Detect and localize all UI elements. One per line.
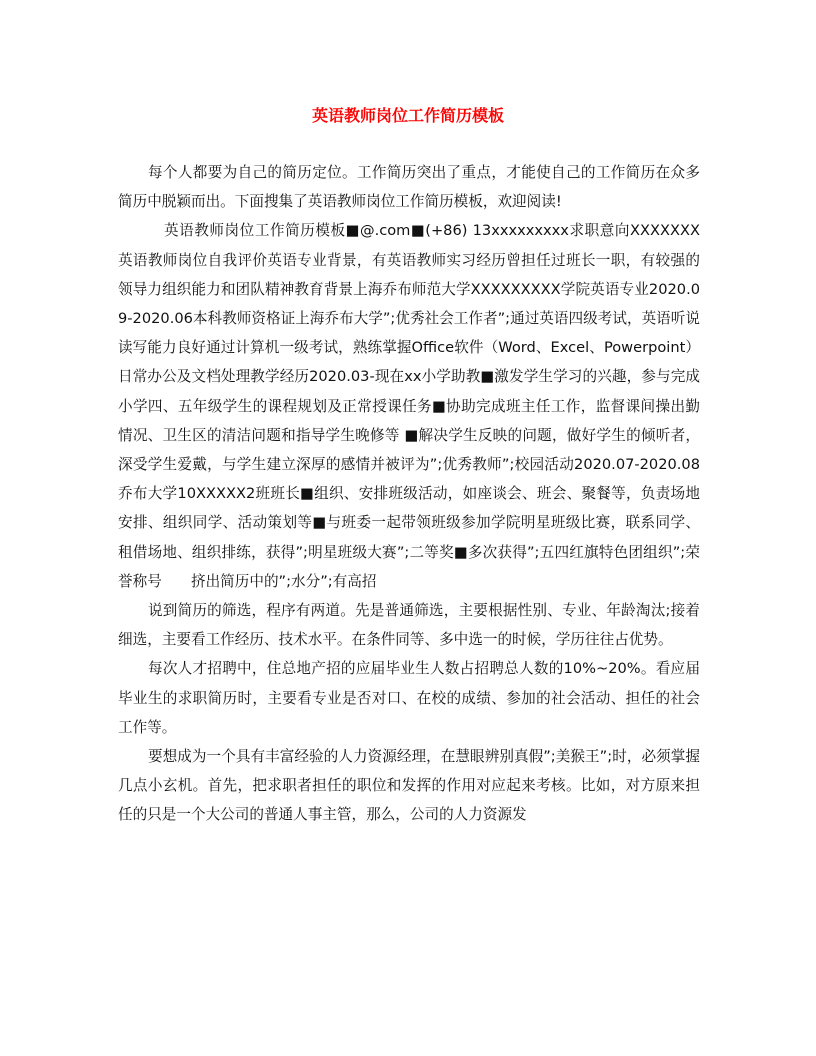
hr-manager-paragraph: 要想成为一个具有丰富经验的人力资源经理，在慧眼辨别真假”;美猴王”;时，必须掌握几点小玄机。首先，把求职者担任的职位和发挥的作用对应起来考核。比如，对方原来担任的只是一个大公司的普通人事主管，那么，公司的人力资源发 — [118, 748, 700, 824]
resume-template-paragraph: 英语教师岗位工作简历模板■@.com■(+86) 13xxxxxxxxx求职意向XXXXXXX英语教师岗位自我评价英语专业背景，有英语教师实习经历曾担任过班长一职，有较强的领导力组织能力和团队精神教育背景上海乔布师范大学XXXXXXXXX学院英语专业2020.09-2020.06本科教师资格证上海乔布大学”;优秀社会工作者”;通过英语四级考试，英语听说读写能力良好通过计算机一级考试，熟练掌握Office软件（Word、Excel、Powerpoint）日常办公及文档处理教学经历2020.03-现在xx小学助教■激发学生学习的兴趣，参与完成小学四、五年级学生的课程规划及正常授课任务■协助完成班主任工作，监督课间操出勤情况、卫生区的清洁问题和指导学生晚修等 ■解决学生反映的问题，做好学生的倾听者，深受学生爱戴，与学生建立深厚的感情并被评为”;优秀教师”;校园活动2020.07-2020.08乔布大学10XXXXX2班班长■组织、安排班级活动，如座谈会、班会、聚餐等，负责场地安排、组织同学、活动策划等■与班委一起带领班级参加学院明星班级比赛，联系同学、租借场地、组织排练，获得”;明星班级大赛”;二等奖■多次获得”;五四红旗特色团组织”;荣誉称号 挤出简历中的”;水分”;有高招 — [118, 222, 700, 590]
document-title: 英语教师岗位工作简历模板 — [311, 106, 504, 125]
screening-paragraph: 说到简历的筛选，程序有两道。先是普通筛选，主要根据性别、专业、年龄淘汰;接着细选，主要看工作经历、技术水平。在条件同等、多中选一的时候，学历往往占优势。 — [118, 602, 700, 649]
document-body — [118, 158, 700, 830]
recruitment-paragraph: 每次人才招聘中，住总地产招的应届毕业生人数占招聘总人数的10%~20%。看应届毕业生的求职简历时，主要看专业是否对口、在校的成绩、参加的社会活动、担任的社会工作等。 — [118, 660, 700, 736]
intro-paragraph: 每个人都要为自己的简历定位。工作简历突出了重点，才能使自己的工作简历在众多简历中脱颖而出。下面搜集了英语教师岗位工作简历模板，欢迎阅读! — [118, 164, 700, 211]
